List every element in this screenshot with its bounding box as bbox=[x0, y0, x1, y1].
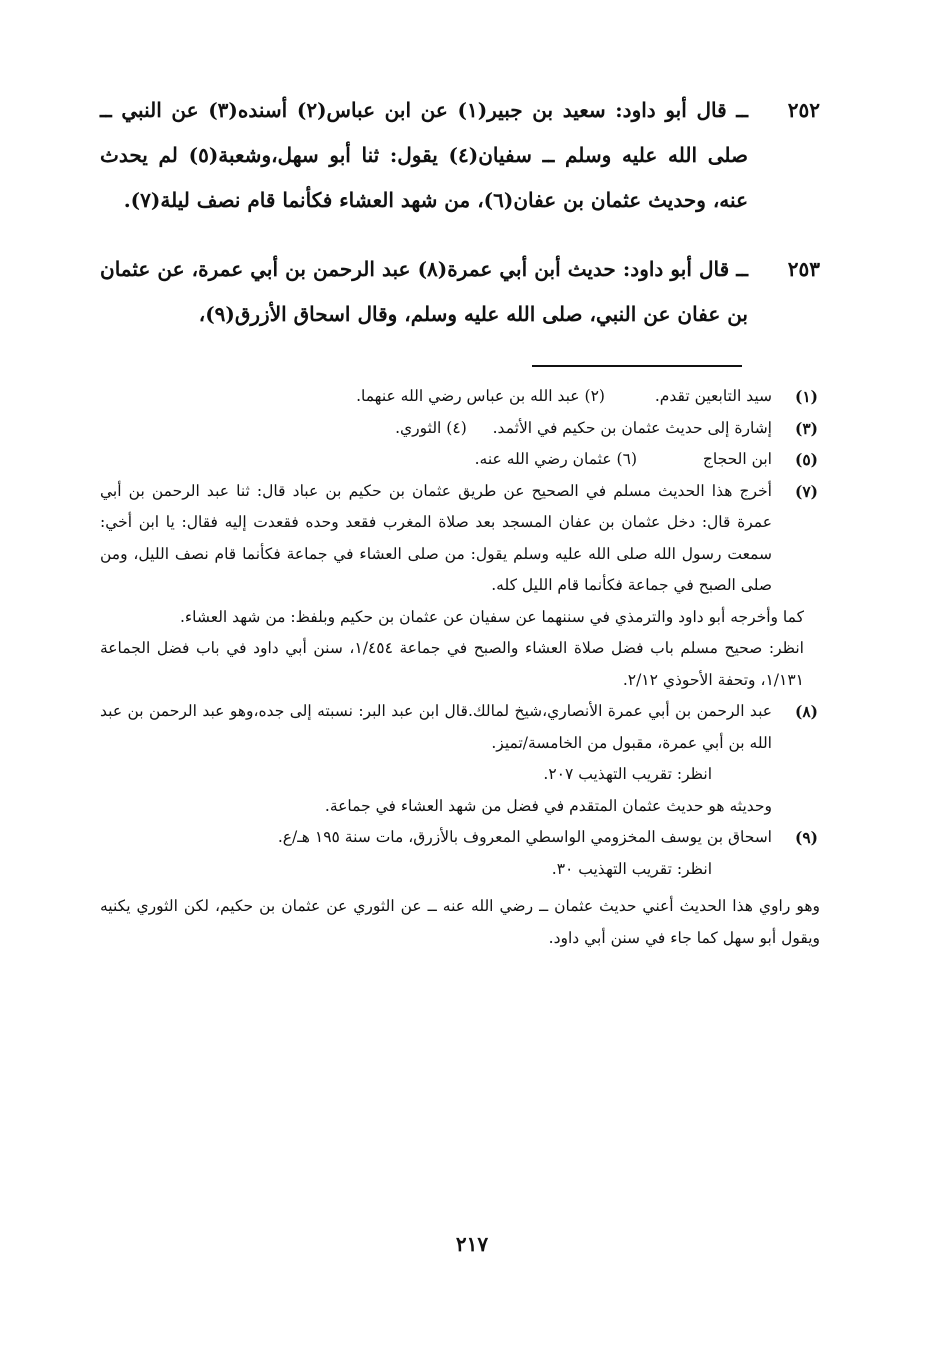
footnote-number: (٤) bbox=[446, 418, 467, 437]
footnote-9-paragraph-2: وهو راوي هذا الحديث أعني حديث عثمان ــ رضي الله عنه ــ عن الثوري عن عثمان بن حكيم، لكن الثوري يكنيه ويقول أبو سهل كما جاء في سنن أبي داود. bbox=[100, 897, 820, 947]
footnote-text: أخرج هذا الحديث مسلم في الصحيح عن طريق عثمان بن حكيم بن عباد قال: ثنا عبد الرحمن بن أبي عمرة قال: دخل عثمان بن عفان المسجد بعد صلاة المغرب فقعد وحده فقعدت إليه فقال: يا ابن أخي: سمعت رسول الله صلى الله عليه وسلم يقول: من صلى العشاء في جماعة فكأنما قام نصف الليل، ومن صلى الصبح في جماعة فكأنما قام الليل كله. bbox=[100, 481, 772, 594]
entry-text: ــ قال أبو داود: حديث أبن أبي عمرة(٨) عبد الرحمن بن أبي عمرة، عن عثمان بن عفان عن النبي، صلى الله عليه وسلم، وقال اسحاق الأزرق(٩)، bbox=[100, 257, 748, 326]
hadith-entry-252 bbox=[100, 88, 820, 223]
entry-text: ــ قال أبو داود: سعيد بن جبير(١) عن ابن عباس(٢) أسنده(٣) عن النبي ــ صلى الله عليه وسلم ــ سفيان(٤) يقول: ثنا أبو سهل،وشعبة(٥) لم يحدث عنه، وحديث عثمان بن عفان(٦)، من شهد العشاء فكأنما قام نصف ليلة(٧). bbox=[100, 98, 748, 212]
page-number: ٢١٧ bbox=[455, 1232, 489, 1256]
footnote-text: عثمان رضي الله عنه. bbox=[474, 450, 612, 468]
footnote-8 bbox=[100, 696, 820, 822]
footnote-9 bbox=[100, 822, 820, 885]
footnote-row bbox=[100, 381, 820, 413]
footnote-row bbox=[100, 413, 820, 445]
footnote-7-paragraph-3: انظر: صحيح مسلم باب فضل صلاة العشاء والصبح في جماعة ١/٤٥٤، سنن أبي داود في باب فضل الجماعة ١/١٣١، وتحفة الأحوذي ٢/١٢. bbox=[100, 639, 804, 689]
footnote-7 bbox=[100, 476, 820, 602]
footnote-divider bbox=[532, 365, 742, 367]
footnote-text: إشارة إلى حديث عثمان بن حكيم في الأثمد. bbox=[492, 418, 772, 437]
footnote-text: سيد التابعين تقدم. bbox=[654, 387, 772, 405]
footnote-text: الثوري. bbox=[395, 418, 442, 437]
footnote-text: ابن الحجاج bbox=[702, 450, 772, 468]
footnote-8-reference: انظر: تقريب التهذيب ٢٠٧. bbox=[543, 765, 712, 783]
hadith-entry-253 bbox=[100, 247, 820, 337]
footnote-number: (٣) bbox=[794, 418, 818, 438]
footnote-row bbox=[100, 444, 820, 476]
entry-number: ٢٥٣ bbox=[787, 257, 820, 281]
document-page bbox=[100, 88, 820, 954]
footnote-number: (٢) bbox=[584, 387, 605, 405]
footnote-9-reference: انظر: تقريب التهذيب ٣٠. bbox=[551, 859, 712, 878]
footnote-number: (٦) bbox=[616, 450, 637, 468]
footnotes bbox=[100, 381, 820, 954]
footnote-7-paragraph-2: كما وأخرجه أبو داود والترمذي في سننهما عن سفيان عن عثمان بن حكيم وبلفظ: من شهد العشاء. bbox=[179, 607, 804, 626]
footnote-number: (٧) bbox=[794, 481, 818, 501]
entry-number: ٢٥٢ bbox=[787, 98, 820, 122]
footnote-text: عبد الرحمن بن أبي عمرة الأنصاري،شيخ لمالك.قال ابن عبد البر: نسبته إلى جده،وهو عبد الرحمن بن عبد الله بن أبي عمرة، مقبول من الخامسة/تميز. bbox=[100, 702, 772, 752]
footnote-number: (٥) bbox=[794, 450, 818, 469]
footnote-number: (٩) bbox=[794, 828, 818, 847]
footnote-text: اسحاق بن يوسف المخزومي الواسطي المعروف بالأزرق، مات سنة ١٩٥ هـ/ع. bbox=[277, 828, 772, 846]
footnote-number: (١) bbox=[794, 387, 818, 406]
footnote-text: عبد الله بن عباس رضي الله عنهما. bbox=[356, 387, 580, 405]
footnote-8-paragraph-2: وحديثه هو حديث عثمان المتقدم في فضل من شهد العشاء في جماعة. bbox=[324, 796, 772, 815]
footnote-number: (٨) bbox=[794, 702, 818, 721]
